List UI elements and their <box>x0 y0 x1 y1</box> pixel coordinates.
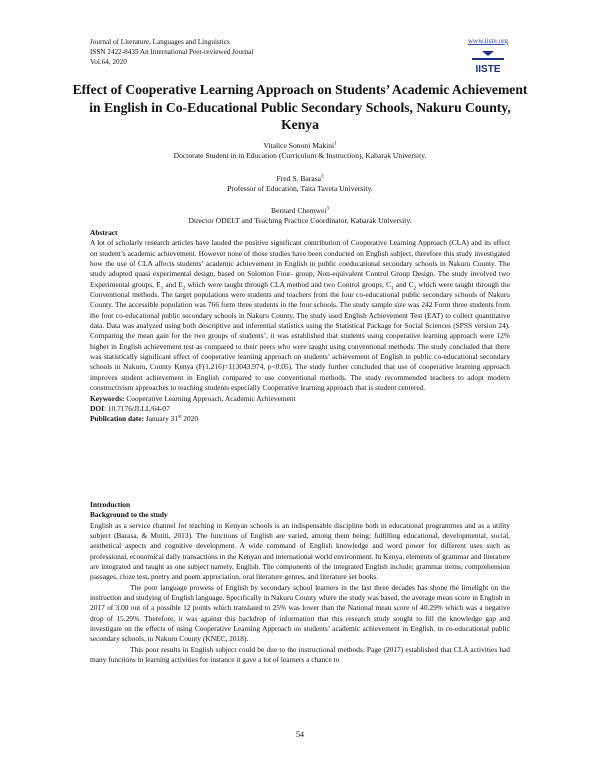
abstract-text: A lot of scholarly research articles have lauded the positive significant contribution of Cooperative Learning Approach (CLA) and its effect on student’s academic achievement. However none of those studies have been conducted on English subject, therefore this study investigated how the use of CLA affects students’ academic achievement in English in public coeducational secondary schools in Nakuru County. The study adopted quasi experimental design, based on Solomon Four- group, Non-equivalent Control Group Design. The study involved two Experimental groups, $E_1$ and $E_2$ which were taught through CLA method and two Control groups, $C_1$ and $C_2$ which were taught through the Conventional methods. The target populations were students and teachers from the four co-educational public secondary schools of Nakuru County. The accessible population was 766 form three students in the four schools. The study sample size was 242 Form three students from the four co-educational public secondary schools in Nakuru County. The study used English Achievement Test (EAT) to collect quantitative data. Data was analyzed using both descriptive and inferential statistics using the Statistical Package for Social Sciences (SPSS version 24). Comparing the mean gain for the two groups of students’, it was established that students using cooperative learning approach were 12% higher in English achievement test as compared to their peers who were taught using conventional methods. The study concluded that there was statistically significant effect of cooperative learning approach on students’ achievement of English in public co-educational secondary schools in Nakuru, County Kenya (F(1,216)=113043.974, p<0.05). The study further concluded that use of cooperative learning approach improves student achievement in English compared to use conventional methods. The study recommended teachers to adopt modern constructivism approaches to teaching students especially Cooperative learning approach that is student centered. <box>90 238 510 393</box>
author-affiliation: Professor of Education, Taita Taveta University. <box>227 184 373 194</box>
subsection-heading: Background to the study <box>90 510 168 520</box>
page-number: 54 <box>296 730 304 739</box>
author-sup: 2 <box>321 174 324 180</box>
author-1 <box>90 141 510 162</box>
running-header <box>90 37 253 68</box>
publication-date-line: Publication date: January 31st 2020 <box>90 414 199 424</box>
author-name: Vitalice Sononi Makini <box>263 141 335 150</box>
journal-url-link[interactable]: www.iiste.org <box>467 37 508 45</box>
paragraph: This poor results in English subject could be due to the instructional methods. Page (2017) established that CLA activities had many functions in learning activities for instance it gave a lot of learners a chance to <box>90 644 510 665</box>
volume-line: Vol.64, 2020 <box>90 58 127 67</box>
paragraph: English as a service channel for teaching in Kenyan schools is an indispensable discipline both in educational programmes and as a utility subject (Barasa, & Mutiti, 2013). The functions of English are varied, among them being; fulfilling educational, developmental, social, aesthetical aspects and cognitive development. A wide command of English knowledge and word power for different uses such as professional, economical daily transactions in the Kenyan and international world environment. In Kenya, elements of grammar and literature are integrated and taught as one subject namely, English. The components of the integrated English include; grammar items, comprehension passages, cloze test, poetry and poem appreciation, oral literature genres, and literature set books. <box>90 520 510 582</box>
author-sup: 3 <box>326 206 329 212</box>
logo-text: IISTE <box>475 64 501 75</box>
author-3 <box>90 206 510 227</box>
doi-line: DOI: 10.7176/JLLL/64-07 <box>90 403 170 413</box>
journal-name: Journal of Literature, Languages and Linguistics <box>90 38 230 46</box>
introduction-section <box>90 500 510 666</box>
author-2 <box>90 174 510 195</box>
author-sup: 1 <box>334 141 337 147</box>
abstract-heading: Abstract <box>90 228 118 237</box>
issn-line: ISSN 2422-8435 An International Peer-reviewed Journal <box>90 48 254 57</box>
section-heading: Introduction <box>90 500 131 509</box>
author-name: Fred S. Barasa <box>276 174 321 183</box>
paragraph: The poor language prowess of English by secondary school learners in the last three decades has shone the limelight on the instruction and studying of English language. Specifically in Nakuru County where the study was based, the average mean score in English in 2017 of 3.00 out of a possible 12 points which translated to 25% was lower than the National mean score of 40.29% which was a negative drop of 15.29%. Therefore, it was against this backdrop of information that this research study sought to fill the knowledge gap and investigate on the effects of using Cooperative Learning Approach on students’ academic achievement in English, in co-educational public secondary schools, in Nakuru County (KNEC, 2018). <box>90 582 510 644</box>
author-affiliation: Doctorate Student in in Education (Curriculum & Instruction), Kabarak University. <box>173 151 427 161</box>
keywords-line: Keywords: Cooperative Learning Approach, Academic Achievement <box>90 393 296 403</box>
author-name: Bernard Chemwei <box>271 206 327 215</box>
iiste-logo-icon <box>468 49 508 75</box>
author-affiliation: Director ODELT and Teaching Practice Coordinator, Kabarak University. <box>188 216 412 226</box>
abstract-section <box>90 228 510 425</box>
paper-title: Effect of Cooperative Learning Approach on Students’ Academic Achievement in English in Co-Educational Public Secondary Schools, Nakuru County, Kenya <box>72 82 528 133</box>
